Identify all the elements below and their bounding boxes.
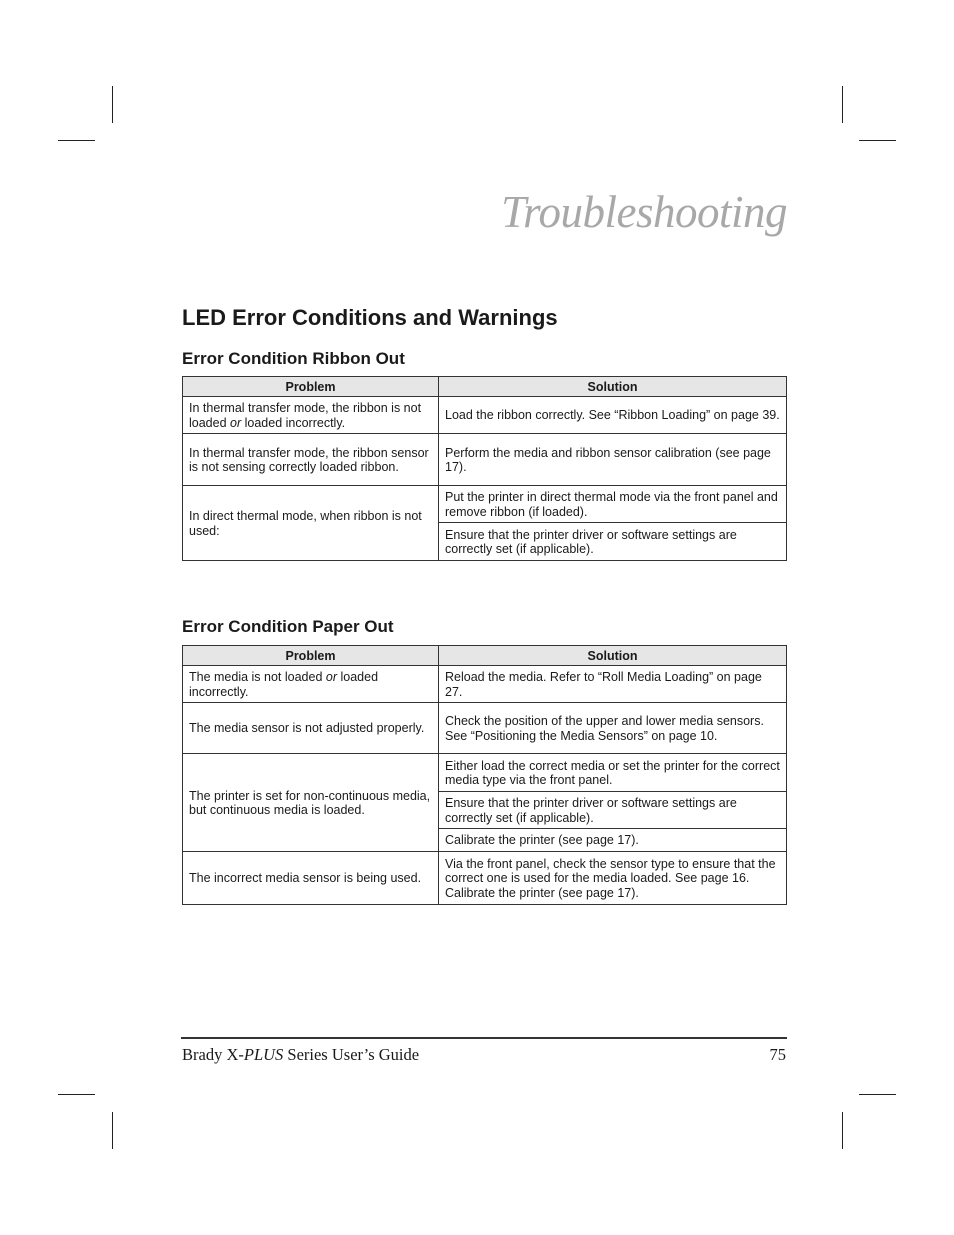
paper-out-heading: Error Condition Paper Out — [182, 617, 394, 636]
crop-mark — [112, 1112, 113, 1149]
table-row — [183, 434, 787, 486]
solution-cell: Ensure that the printer driver or software settings are correctly set (if applicable). — [439, 792, 787, 829]
table-row — [183, 754, 787, 792]
page-number: 75 — [769, 1045, 786, 1064]
table-row — [183, 703, 787, 754]
problem-cell: In thermal transfer mode, the ribbon is not loaded or loaded incorrectly. — [183, 397, 439, 434]
column-header-problem: Problem — [183, 646, 439, 666]
table-row — [183, 666, 787, 703]
solution-cell: Ensure that the printer driver or software settings are correctly set (if applicable). — [439, 523, 787, 561]
solution-cell: Calibrate the printer (see page 17). — [439, 829, 787, 852]
problem-cell: In direct thermal mode, when ribbon is not used: — [183, 486, 439, 561]
table-row — [183, 397, 787, 434]
paper-out-table — [182, 645, 787, 905]
problem-cell: The media sensor is not adjusted properly. — [183, 703, 439, 754]
column-header-solution: Solution — [439, 646, 787, 666]
table-row — [183, 486, 787, 523]
table-header-row — [183, 377, 787, 397]
crop-mark — [842, 1112, 843, 1149]
solution-cell: Reload the media. Refer to “Roll Media Loading” on page 27. — [439, 666, 787, 703]
column-header-solution: Solution — [439, 377, 787, 397]
solution-cell: Check the position of the upper and lower media sensors. See “Positioning the Media Sensors” on page 10. — [439, 703, 787, 754]
crop-mark — [58, 1094, 95, 1095]
ribbon-out-table — [182, 376, 787, 561]
table-row — [183, 852, 787, 905]
section-heading: LED Error Conditions and Warnings — [182, 305, 558, 330]
solution-cell: Either load the correct media or set the printer for the correct media type via the front panel. — [439, 754, 787, 792]
crop-mark — [842, 86, 843, 123]
solution-cell: Load the ribbon correctly. See “Ribbon Loading” on page 39. — [439, 397, 787, 434]
column-header-problem: Problem — [183, 377, 439, 397]
crop-mark — [859, 1094, 896, 1095]
solution-cell: Via the front panel, check the sensor type to ensure that the correct one is used for the media loaded. See page 16. Calibrate the printer (see page 17). — [439, 852, 787, 905]
ribbon-out-heading: Error Condition Ribbon Out — [182, 349, 405, 368]
problem-cell: In thermal transfer mode, the ribbon sensor is not sensing correctly loaded ribbon. — [183, 434, 439, 486]
footer-guide-title: Brady X-PLUS Series User’s Guide — [182, 1045, 420, 1064]
footer-rule — [181, 1037, 787, 1039]
solution-cell: Put the printer in direct thermal mode via the front panel and remove ribbon (if loaded). — [439, 486, 787, 523]
crop-mark — [859, 140, 896, 141]
solution-cell: Perform the media and ribbon sensor calibration (see page 17). — [439, 434, 787, 486]
chapter-title: Troubleshooting — [501, 187, 787, 237]
problem-cell: The printer is set for non-continuous media, but continuous media is loaded. — [183, 754, 439, 852]
crop-mark — [112, 86, 113, 123]
table-header-row — [183, 646, 787, 666]
problem-cell: The media is not loaded or loaded incorrectly. — [183, 666, 439, 703]
crop-mark — [58, 140, 95, 141]
problem-cell: The incorrect media sensor is being used. — [183, 852, 439, 905]
